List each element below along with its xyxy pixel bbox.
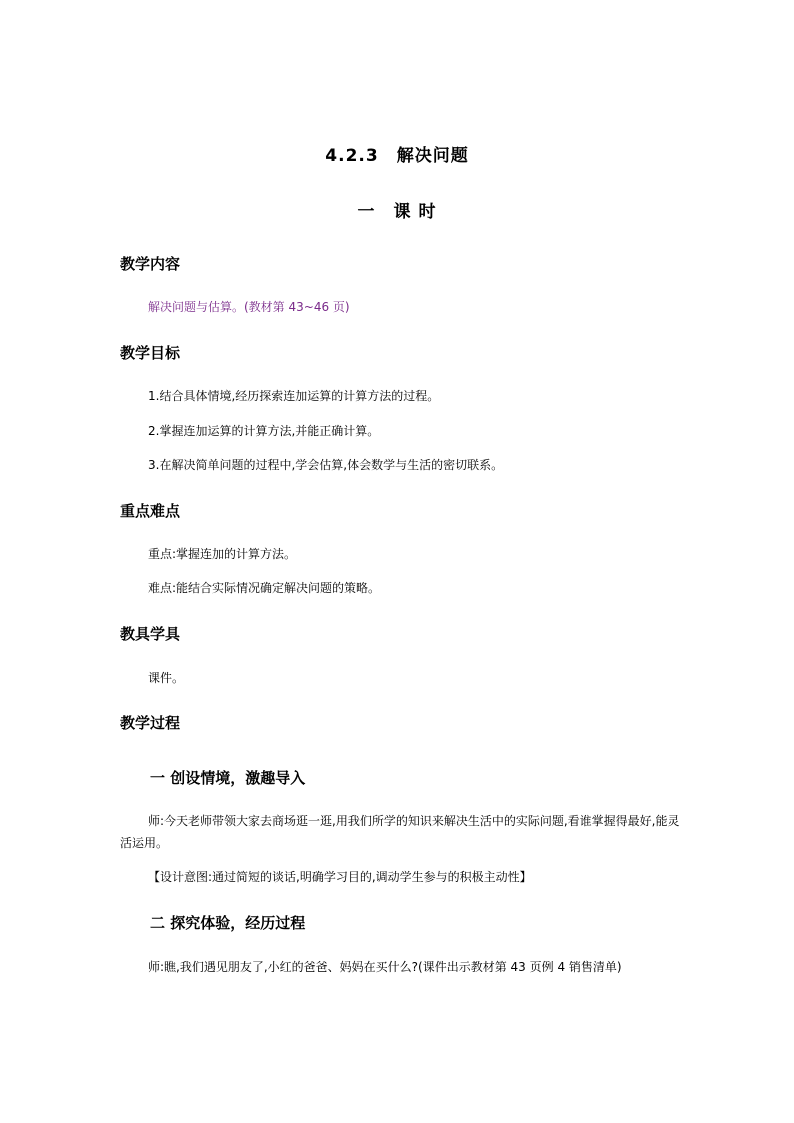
goal-item-1: 1.结合具体情境,经历探索连加运算的计算方法的过程。 (148, 389, 440, 403)
section-heading-key-points: 重点难点 (120, 502, 181, 520)
lesson-title: 4.2.3 解决问题 (325, 146, 469, 166)
step1-heading: 一 创设情境，激趣导入 (150, 769, 306, 787)
key-point-item: 重点:掌握连加的计算方法。 (148, 547, 297, 561)
step2-text: 师:瞧,我们遇见朋友了,小红的爸爸、妈妈在买什么?(课件出示教材第 43 页例 4 销售清单) (148, 960, 622, 974)
lesson-period: 一 课 时 (357, 202, 437, 222)
step2-heading: 二 探究体验，经历过程 (150, 914, 306, 932)
tools-text: 课件。 (148, 671, 185, 685)
section-heading-goals: 教学目标 (120, 344, 181, 362)
step1-text: 师:今天老师带领大家去商场逛一逛,用我们所学的知识来解决生活中的实际问题,看谁掌握得最好,能灵活运用。 (120, 814, 680, 850)
section-heading-process: 教学过程 (120, 714, 181, 732)
goal-item-3: 3.在解决简单问题的过程中,学会估算,体会数学与生活的密切联系。 (148, 458, 504, 472)
section-heading-content: 教学内容 (120, 255, 181, 273)
difficulty-item: 难点:能结合实际情况确定解决问题的策略。 (148, 581, 381, 595)
step1-design-note: 【设计意图:通过简短的谈话,明确学习目的,调动学生参与的积极主动性】 (148, 870, 532, 884)
section-heading-tools: 教具学具 (120, 625, 181, 643)
content-text: 解决问题与估算。(教材第 43~46 页) (148, 300, 350, 314)
goal-item-2: 2.掌握连加运算的计算方法,并能正确计算。 (148, 424, 380, 438)
